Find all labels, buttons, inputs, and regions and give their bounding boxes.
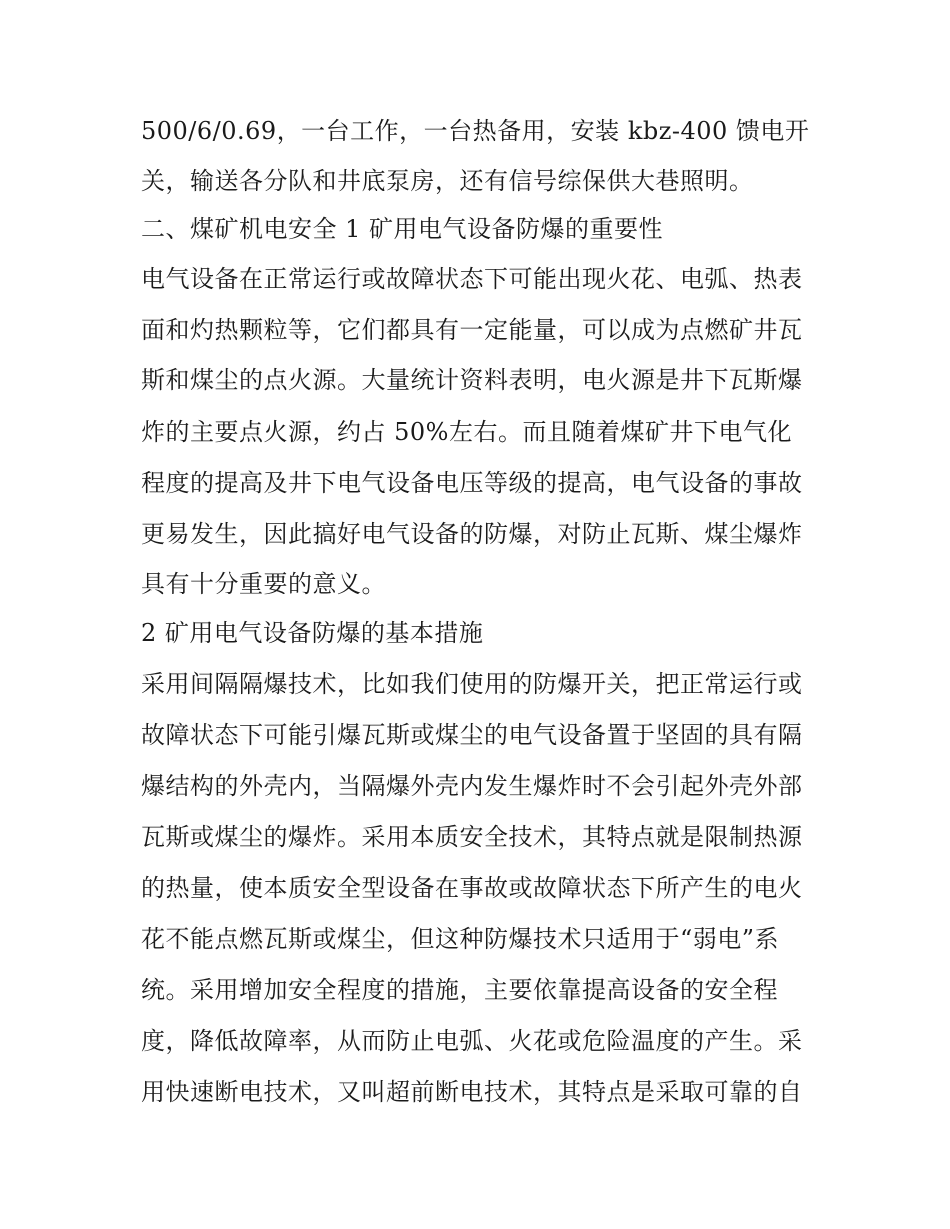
text-line-10: 具有十分重要的意义。 [141, 570, 386, 598]
text-line-18: 统。采用增加安全程度的措施，主要依靠提高设备的安全程 [141, 976, 778, 1004]
text-line-16: 的热量，使本质安全型设备在事故或故障状态下所产生的电火 [141, 874, 803, 902]
text-line-8: 程度的提高及井下电气设备电压等级的提高，电气设备的事故 [141, 469, 803, 497]
section-heading: 二、煤矿机电安全 1 矿用电气设备防爆的重要性 [141, 215, 664, 243]
text-line-1: 500/6/0.69，一台工作，一台热备用，安装 kbz-400 馈电开 [141, 117, 810, 145]
text-line-12: 采用间隔隔爆技术，比如我们使用的防爆开关，把正常运行或 [141, 670, 803, 698]
text-line-2: 关，输送各分队和井底泵房，还有信号综保供大巷照明。 [141, 167, 754, 195]
text-line-17: 花不能点燃瓦斯或煤尘，但这种防爆技术只适用于“弱电”系 [141, 925, 780, 953]
text-line-15: 瓦斯或煤尘的爆炸。采用本质安全技术，其特点就是限制热源 [141, 823, 803, 851]
text-line-5: 面和灼热颗粒等，它们都具有一定能量，可以成为点燃矿井瓦 [141, 316, 803, 344]
text-line-4: 电气设备在正常运行或故障状态下可能出现火花、电弧、热表 [141, 265, 803, 293]
text-line-13: 故障状态下可能引爆瓦斯或煤尘的电气设备置于坚固的具有隔 [141, 721, 803, 749]
text-line-14: 爆结构的外壳内，当隔爆外壳内发生爆炸时不会引起外壳外部 [141, 772, 803, 800]
text-line-20: 用快速断电技术，又叫超前断电技术，其特点是采取可靠的自 [141, 1078, 803, 1106]
text-line-6: 斯和煤尘的点火源。大量统计资料表明，电火源是井下瓦斯爆 [141, 366, 803, 394]
text-line-9: 更易发生，因此搞好电气设备的防爆，对防止瓦斯、煤尘爆炸 [141, 520, 803, 548]
subsection-heading: 2 矿用电气设备防爆的基本措施 [141, 619, 484, 647]
text-line-7: 炸的主要点火源，约占 50%左右。而且随着煤矿井下电气化 [141, 418, 792, 446]
text-line-19: 度，降低故障率，从而防止电弧、火花或危险温度的产生。采 [141, 1027, 803, 1055]
